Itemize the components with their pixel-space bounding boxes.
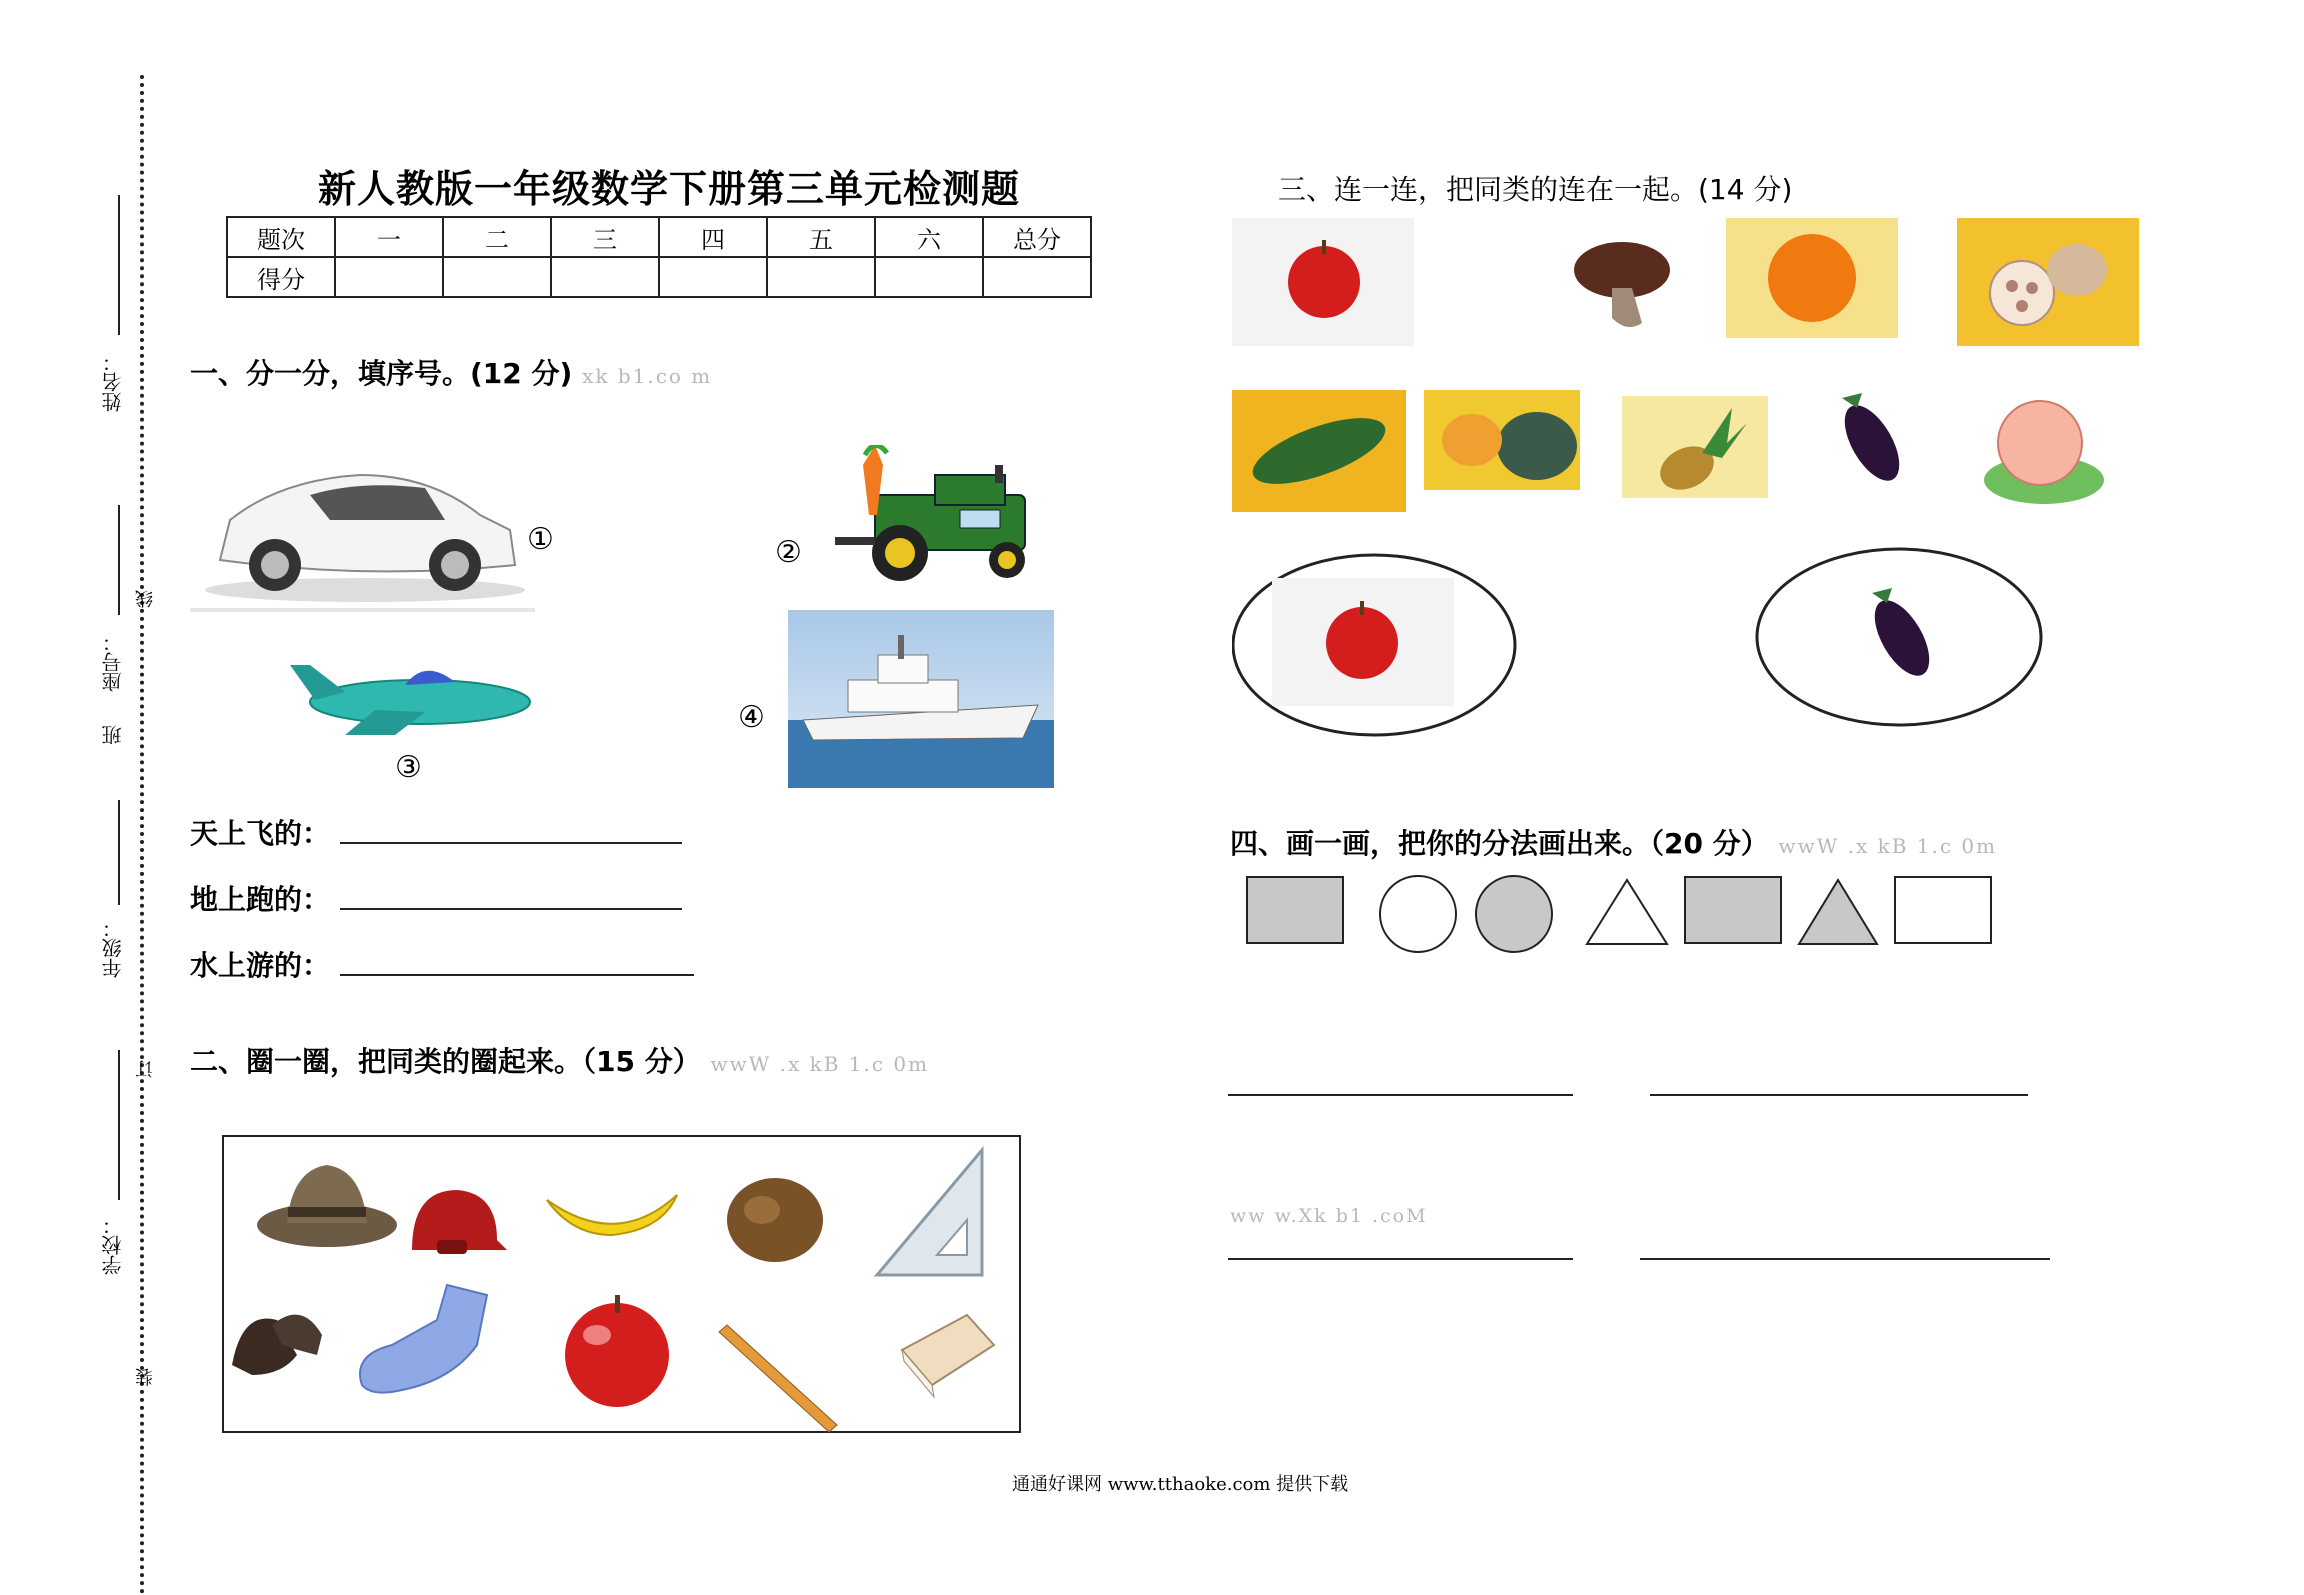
page-title: 新人教版一年级数学下册第三单元检测题 xyxy=(318,166,1021,211)
score-cell[interactable] xyxy=(875,257,983,297)
ship-image xyxy=(788,610,1054,788)
score-header-cell: 六 xyxy=(875,217,983,257)
q-swim-label: 水上游的： xyxy=(190,949,331,982)
answer-line-3[interactable] xyxy=(1228,1258,1573,1260)
white-rectangle xyxy=(1895,877,1991,943)
section4-watermark-2: ww w.Xk b1 .coM xyxy=(1230,1205,1428,1227)
apple-group-circle xyxy=(1233,555,1515,735)
school-label: 学校： xyxy=(101,1215,125,1275)
footer-text: 通通好课网 www.tthaoke.com 提供下载 xyxy=(1012,1474,1349,1495)
score-cell[interactable] xyxy=(335,257,443,297)
mark-2: ② xyxy=(775,535,802,570)
score-cell[interactable] xyxy=(983,257,1091,297)
pumpkin-image xyxy=(1424,390,1580,490)
section4-watermark: wwW .x kB 1.c 0m xyxy=(1778,834,1998,858)
q-swim-answer-line[interactable] xyxy=(340,974,694,976)
score-cell[interactable] xyxy=(551,257,659,297)
score-header-cell: 五 xyxy=(767,217,875,257)
answer-line-4[interactable] xyxy=(1640,1258,2050,1260)
score-cell[interactable] xyxy=(767,257,875,297)
answer-line-2[interactable] xyxy=(1650,1094,2028,1096)
section2-heading xyxy=(190,1040,929,1080)
mark-1: ① xyxy=(527,522,554,557)
section2-heading-text: 二、圈一圈，把同类的圈起来。（15 分） xyxy=(190,1045,701,1078)
lotus-root-image xyxy=(1957,218,2139,346)
q-fly-label: 天上飞的： xyxy=(190,817,331,850)
section1-watermark: xk b1.co m xyxy=(582,364,713,388)
section3-heading: 三、连一连，把同类的连在一起。(14 分) xyxy=(1278,173,1793,206)
orange-image xyxy=(1726,218,1898,338)
line-mark: 线 xyxy=(135,590,156,608)
white-circle xyxy=(1380,876,1456,952)
score-cell[interactable] xyxy=(443,257,551,297)
score-header-row xyxy=(227,217,1091,257)
airplane-image xyxy=(285,650,535,745)
section2-watermark: wwW .x kB 1.c 0m xyxy=(710,1052,930,1076)
gray-circle xyxy=(1476,876,1552,952)
apple-image xyxy=(1232,218,1414,346)
score-cell[interactable] xyxy=(659,257,767,297)
eggplant-group-circle xyxy=(1757,549,2041,725)
section4-heading-text: 四、画一画，把你的分法画出来。（20 分） xyxy=(1230,827,1769,860)
score-row xyxy=(227,257,1091,297)
tractor-image xyxy=(835,445,1045,585)
q-run-label: 地上跑的： xyxy=(190,883,331,916)
score-header-cell: 题次 xyxy=(227,217,335,257)
mark-4: ④ xyxy=(738,700,765,735)
seat-blank xyxy=(118,505,120,615)
zhuang-mark: 装 xyxy=(135,1368,156,1386)
answer-line-1[interactable] xyxy=(1228,1094,1573,1096)
binding-dotted-line xyxy=(140,75,144,1595)
score-row-label: 得分 xyxy=(227,257,335,297)
mark-3: ③ xyxy=(395,750,422,785)
eggplant-image xyxy=(1834,393,1911,489)
gray-triangle xyxy=(1799,880,1877,944)
name-label: 姓名： xyxy=(101,352,125,412)
car-image xyxy=(190,440,550,620)
q-run-answer-line[interactable] xyxy=(340,908,682,910)
white-triangle xyxy=(1587,880,1667,944)
score-header-cell: 一 xyxy=(335,217,443,257)
ding-mark: 订 xyxy=(135,1060,156,1078)
name-blank xyxy=(118,195,120,335)
grade-label: 年级： xyxy=(101,918,125,978)
section1-heading-text: 一、分一分，填序号。(12 分) xyxy=(190,357,573,390)
class-label: 班 xyxy=(101,725,125,745)
peach-image xyxy=(1984,401,2104,504)
bitter-melon-image xyxy=(1232,390,1406,512)
score-header-cell: 四 xyxy=(659,217,767,257)
q-fly-answer-line[interactable] xyxy=(340,842,682,844)
school-blank xyxy=(118,1050,120,1200)
mushroom-image xyxy=(1574,242,1670,327)
section3-images xyxy=(1232,218,2202,738)
grade-blank xyxy=(118,800,120,905)
score-table xyxy=(226,216,1092,298)
seat-label: 座号： xyxy=(101,632,125,692)
shapes-row xyxy=(1240,872,2000,962)
gray-rectangle xyxy=(1685,877,1781,943)
pineapple-image xyxy=(1622,396,1768,498)
kiwi-image xyxy=(727,1178,823,1262)
score-header-cell: 总分 xyxy=(983,217,1091,257)
gray-rectangle xyxy=(1247,877,1343,943)
section2-items-box xyxy=(222,1135,1022,1435)
section4-heading xyxy=(1230,822,1997,862)
score-header-cell: 三 xyxy=(551,217,659,257)
score-header-cell: 二 xyxy=(443,217,551,257)
section1-heading xyxy=(190,352,712,392)
